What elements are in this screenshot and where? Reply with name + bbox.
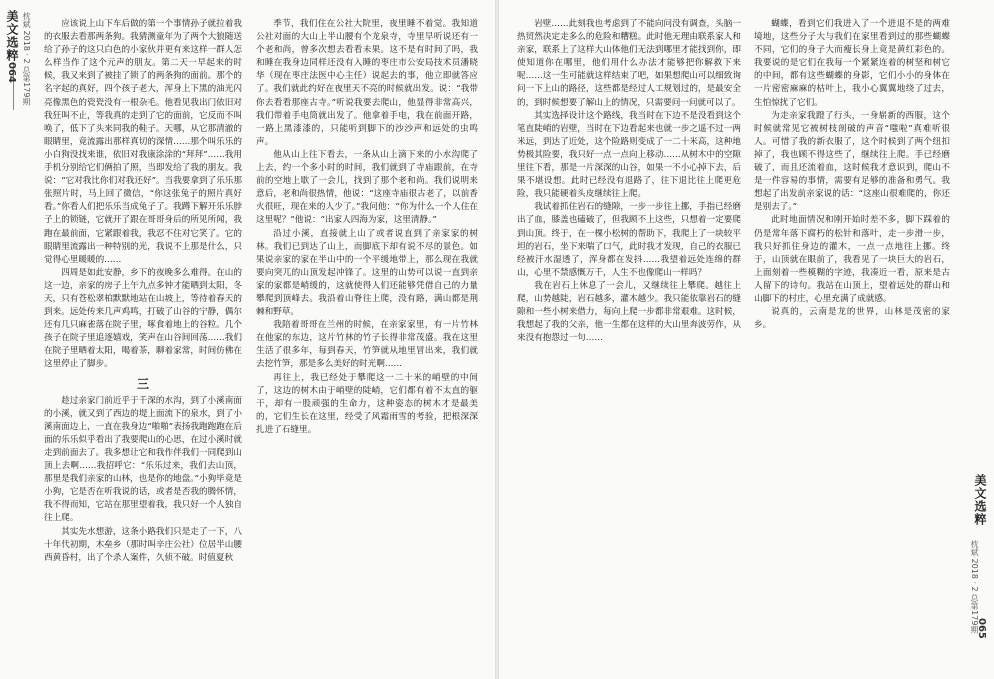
book-gutter bbox=[495, 0, 499, 679]
section-heading: 三 bbox=[136, 376, 149, 391]
paragraph: 其实选择设计这个路线，我当时在下边不是没看到这个笔直陡峭的岩壁，当时在下边看起来也就一步之遥不过一两米远，到达了近处，这个险路则变成了一二十米高，这种地势极其险要，我只好一点一点向上移动……从树木中的空隙里往下看，那是一片深深的山谷，如果一不小心掉下去，后果不堪设想。此时已经没有退路了，往下退比往上爬更危险，我只能硬着头皮继续往上爬。 bbox=[517, 110, 741, 200]
issue-label: 枕斌 2018 · 2 总第179期 bbox=[22, 12, 31, 106]
text-column-1 bbox=[44, 18, 242, 666]
paragraph: 四周是如此安静，乡下的夜晚多么难得。在山的这一边，亲家的房子上午九点多钟才能晒到太阳，冬天，只有苍松翠柏默默地站在山坡上，等待着春天的到来。远处传来几声鸡鸣，打破了山谷的宁静，偶尔还有几只麻雀落在院子里，啄食着地上的谷粒。几个孩子在院子里追逐嬉戏，笑声在山谷间回荡……我们在院子里晒着太阳，喝着茶，聊着家常，时间仿佛在这里停止了脚步。 bbox=[44, 267, 242, 370]
paragraph: 沿过小溪，直接就上山了或者说直到了亲家家的树林。我们已到达了山上，而脚底下却有说不尽的景色。如果说亲家的家在半山中的一个平缓地带上，那么现在我就要向突兀的山顶发起冲锋了。这里的山势可以说一直到亲家的家都是峭缓的，这就使得人们还能够凭借自己的力量攀爬到顶峰去。我沿着山脊往上爬，没有路，满山都是荆棘和野草。 bbox=[256, 228, 478, 318]
paragraph: 他从山上往下看去，一条从山上滴下来的小水沟爬了上去，约一个多小时的时间，我们就到了寺庙跟前，在寺前的空地上歇了一会儿，找到了那个老和尚。我们说明来意后，老和尚很热情，他说：“这座寺庙很古老了，以前香火很旺，现在来的人少了。”我问他：“你为什么一个人住在这里呢？”他说：“出家人四海为家，这里清静。” bbox=[256, 149, 478, 226]
paragraph: 趁过亲家门前近乎于千深的水沟，到了小溪南面的小溪，就又到了西边的堤上面流下的泉水，到了小溪南面边上，一直在我身边“啪啪”表扬我跑跑跑在后面的乐乐似乎看出了我要爬山的心思，在过小溪时就走到前面去了。我多想让它和我作伴我们一同爬到山顶上去啊……我招呼它：“乐乐过来，我们去山顶，那里是我们亲家的山林，也是你的地盘。”小狗毕竟是小狗，它是否在听我说的话，或者是否我的腾怀情，我不得而知，它站在那里望着我，我只好一个人独自往上爬。 bbox=[44, 395, 242, 524]
paragraph: 季节，我们住在公社大院里，夜里睡不着觉。我知道公社对面的大山上半山腰有个龙泉寺，寺里早听说还有一个老和尚，曾多次想去看看未果。这不是有时间了吗，我和睡在我身边同样还没有入睡的枣庄市公安局技术员潘晓华（现在枣庄法医中心主任）说起去的事，他立即就答应了。我们就此约好在夜里天不亮的时候就出发。说：“我带你去看看那座古寺。”听说我要去爬山，他显得非常高兴，我们带着手电筒就出发了。他拿着手电，我在前面开路，一路上黑漆漆的，只能听到脚下的沙沙声和远处的虫鸣声。 bbox=[256, 19, 478, 147]
right-margin bbox=[968, 0, 994, 679]
magazine-title: 美文选粹 bbox=[973, 474, 987, 526]
page-number: 065 bbox=[976, 618, 987, 639]
magazine-title: 美文选粹 bbox=[5, 10, 19, 62]
paragraph: 再往上，我已经处于攀爬这一二十米的峭壁的中间了，这边的树木由于峭壁的陡峭，它们都有着不太直的躯干，却有一股顽强的生命力，这种姿态的树木才是最美的，它们生长在这里，经受了风霜雨雪的考验，把根深深扎进了石缝里。 bbox=[256, 372, 478, 435]
page-number: 064 bbox=[6, 62, 17, 83]
paragraph: 此时地面情况和刚开始时差不多，脚下踩着的仍是常年落下腐朽的松针和落叶，走一步滑一步，我只好抓住身边的灌木，一点一点地往上挪。终于，山顶就在眼前了，我看见了一块巨大的岩石，上面刻着一些模糊的字迹，我凑近一看，原来是古人留下的诗句。我站在山顶上，望着远处的群山和山脚下的村庄，心里充满了成就感。 bbox=[754, 215, 950, 304]
paragraph: 应该说上山下车后做的第一个事情孙子就拉着我的衣服去看那两条狗。我猜测童年为了两个大狼随送给了孙子的这只白色的小家伙并更有来这样一群人怎么样当作了这个元声的朋友。第二天一早起来的时候，我又来到了被挂了锁了的两条狗的面前。那个的名字起的真好，四个孩子老大，浑身上下黑的油光闪亮像黑色的瓷瓷没有一根杂毛。他看见我出门依旧对我狂叫不止，等我真的走到了它的面前，它反而不叫唤了，低下了头来同我的鞋子。天哪，从它那清澈的眼睛里，竟流露出那样真切的深情……那个叫乐乐的小白狗没找来谁，依旧对我康涂涂的“拜拜”……我用手机分别给它们俩拍了照，当即发给了我的朋友。我说：“它对我比你们对我还好”。当我要拿到了乐乐那张照片时，马上回了微信，“你这张兔子的照片真好看。”你看人们把乐乐当成兔子了。我蹲下解开乐乐脖子上的锁链，它就开了跟在哥哥身后的所见所闻，我跑在最前面，它紧跟着我，我忍不住对它笑了。它的眼睛里流露出一种特别的光，我说不上那是什么，只觉得心里暖暖的…… bbox=[44, 19, 242, 265]
paragraph: 说真的，云南是龙的世界，山林是茂密的家乡。 bbox=[754, 307, 950, 331]
text-column-3 bbox=[517, 18, 741, 666]
paragraph: 蝴蝶，看到它们我进入了一个进退不是的两难境地，这些分子大与我们在家里看到过的那些蝴蝶不同，它们的身子大而瘦长身上竟是黄红彩色的。我要说的是它们在我每一个紧紧连着的树坚和树它的中间，都有这些蝴蝶的身影，它们小小的身体在一片密密麻麻的枯叶上，我小心翼翼地绕了过去，生怕惊扰了它们。 bbox=[754, 19, 950, 108]
paragraph: 其实先水想游，这条小路我们只是走了一下，八十年代初期，木垒乡（那时叫辛庄公社）位居半山腰西黄昏村，出了个杀人案件，久侦不破。时值夏秋 bbox=[44, 526, 242, 563]
paragraph: 岩壁……此刻我也考虑到了不能向问没有调查，头脑一热贸然决定走多么的危险和糟糕。此时他无理由联系家人和亲家，联系上了这样大山体他们无法到哪里才能找到你，即使知道你在哪里，他们用什么办法才能够把你解救下来呢……这一生可能就这样结束了吧，如果想爬山可以细致询问一下上山的路径，这些都是经过人工规划过的，是最安全的，到时候想要了解山上的情况，只需要问一问就可以了。 bbox=[517, 19, 741, 108]
issue-label: 枕斌 2018 · 2 总第179期 bbox=[970, 540, 979, 634]
text-column-2 bbox=[256, 18, 478, 666]
paragraph: 我在岩石上休息了一会儿，又继续往上攀爬。越往上爬，山势越陡，岩石越多，灌木越少。我只能依靠岩石的缝隙和一些小树来借力，每向上爬一步都非常艰难。这时候，我想起了我的父亲，他一生都在这样的大山里奔波劳作，从来没有抱怨过一句…… bbox=[517, 280, 741, 344]
paragraph: 我试着抓住岩石的缝隙，一步一步往上挪，手指已经磨出了血，膝盖也磕破了，但我顾不上这些，只想着一定要爬到山顶。终于，在一棵小松树的帮助下，我爬上了一块较平坦的岩石，坐下来喘了口气，此时我才发现，自己的衣服已经被汗水湿透了，浑身都在发抖……我望着远处连绵的群山，心里不禁感慨万千，人生不也像爬山一样吗？ bbox=[517, 202, 741, 278]
left-margin bbox=[0, 0, 31, 679]
paragraph: 我陪着哥哥在兰州的时候，在亲家家里，有一片竹林在他家的东边，这片竹林的竹子长得非常茂盛。我在这里生活了很多年，每到春天，竹笋就从地里冒出来，我们就去挖竹笋，那是多么美好的时光啊…… bbox=[256, 320, 478, 370]
paragraph: 为走亲家我蹬了行头，一身崭新的西服，这个时候就常见它被树枝剖破的声音“嗤啦”真难听很人。可惜了我的新衣服了，这个时候到了两个纽扣掉了，我也顾不得这些了，继续往上爬。手已经磨破了，而且还流着血，这时候我才意识到，爬山不是一件容易的事情，需要有足够的准备和勇气。我想起了出发前亲家说的话：“这座山很难爬的，你还是别去了。” bbox=[754, 110, 950, 213]
text-column-4 bbox=[754, 18, 950, 666]
